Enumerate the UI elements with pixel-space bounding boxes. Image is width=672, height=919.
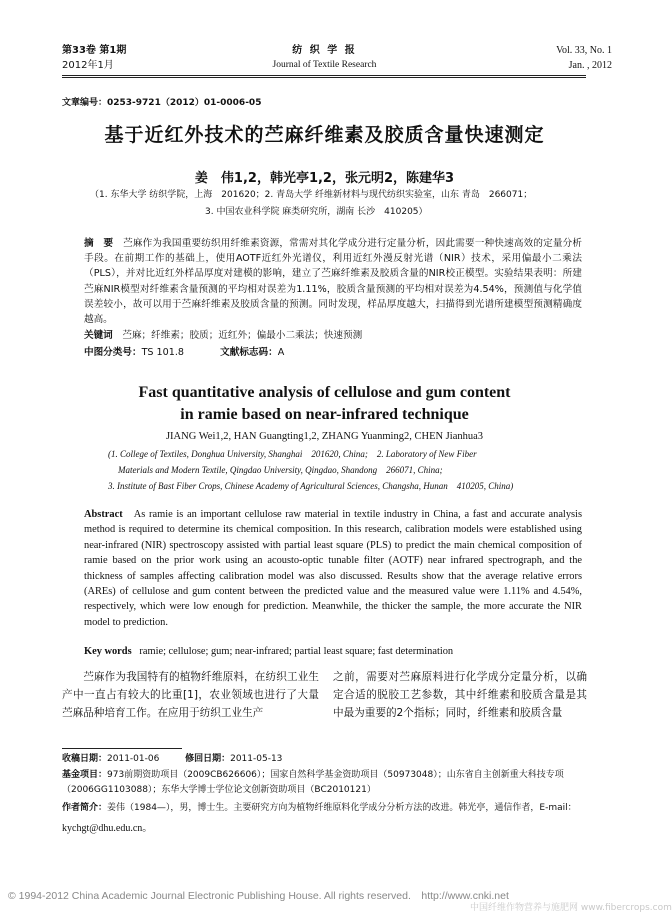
copyright-line: © 1994-2012 China Academic Journal Electronic Publishing House. All rights reserved. http://www.cnki.net bbox=[8, 890, 509, 902]
keywords-en bbox=[84, 644, 582, 659]
affiliation-en-1: (1. College of Textiles, Donghua University, Shanghai 201620, China; 2. Laboratory of New Fiber bbox=[108, 449, 477, 459]
abstract-en bbox=[84, 507, 582, 630]
journal-name-cn: 纺 织 学 报 bbox=[292, 45, 357, 56]
authors-en: JIANG Wei1,2, HAN Guangting1,2, ZHANG Yuanming2, CHEN Jianhua3 bbox=[165, 431, 484, 442]
header-rule bbox=[62, 75, 586, 76]
clc-label: 中图分类号： bbox=[84, 347, 142, 358]
keywords-en-label: Key words bbox=[84, 646, 132, 657]
authors-cn: 姜 伟1,2，韩光亭1,2，张元明2，陈建华3 bbox=[194, 171, 455, 186]
doc-code-label: 文献标志码： bbox=[220, 347, 278, 358]
fund-text: 973前期资助项目（2009CB626606）；国家自然科学基金资助项目（50973048）；山东省自主创新重大科技专项（2006GG1103088）；东华大学博士学位论文创新资助项目（BC2010121） bbox=[62, 770, 564, 795]
date-en: Jan. , 2012 bbox=[568, 60, 612, 71]
keywords-cn-label: 关键词 bbox=[84, 330, 113, 341]
clc-value: TS 101.8 bbox=[141, 347, 185, 358]
title-en-line-2: in ramie based on near-infrared technique bbox=[180, 406, 469, 423]
volume-issue-en: Vol. 33, No. 1 bbox=[556, 45, 612, 56]
volume-issue-cn: 第33卷 第1期 bbox=[62, 45, 127, 56]
footnote-author bbox=[62, 801, 587, 816]
abstract-cn-label: 摘 要 bbox=[84, 238, 114, 249]
footnote-fund bbox=[62, 768, 587, 798]
title-en-line-1: Fast quantitative analysis of cellulose and gum content bbox=[138, 384, 511, 401]
author-label: 作者简介： bbox=[62, 803, 108, 813]
received-date: 2011-01-06 bbox=[107, 754, 160, 764]
classification bbox=[84, 345, 384, 360]
body-column-left: 苎麻作为我国特有的植物纤维原料，在纺织工业生产中一直占有较大的比重[1]，农业领域也进行了大量苎麻品种培育工作。在应用于纺织工业生产 bbox=[62, 671, 319, 719]
keywords-cn bbox=[84, 328, 582, 343]
abstract-en-text: As ramie is an important cellulose raw material in textile industry in China, a fast and accurate analysis method is required to determine its chemical composition. In this research, calibration models were established using near-infrared (NIR) spectroscopy assisted with partial least square (PLS) to predict the main chemical composition of ramie based on the prior work using an acousto-optic tunable filter (AOTF) near infrared spectrograph, and the thickness of samples affecting calibration model was also discussed. Results show that the average relative errors (AREs) of cellulose and gum content between the predicted value and the measured value were 1.11% and 4.54%, respectively, which were low enough for prediction. Meanwhile, the thicker the sample, the more accurate the NIR model to prediction. bbox=[84, 509, 582, 628]
footnote-dates bbox=[62, 752, 587, 767]
watermark: 中国纤维作物营养与施肥网 www.fibercrops.com bbox=[470, 903, 672, 913]
doc-code-value: A bbox=[277, 347, 285, 358]
keywords-cn-text: 苎麻；纤维素；胶质；近红外；偏最小二乘法；快速预测 bbox=[122, 330, 363, 341]
header-rule-thin bbox=[62, 77, 586, 78]
author-email: kychgt@dhu.edu.cn。 bbox=[62, 823, 153, 834]
affiliation-en-2: Materials and Modern Textile, Qingdao University, Qingdao, Shandong 266071, China; bbox=[118, 465, 443, 475]
keywords-en-text: ramie; cellulose; gum; near-infrared; partial least square; fast determination bbox=[139, 646, 454, 657]
abstract-cn bbox=[84, 236, 582, 327]
received-label: 收稿日期： bbox=[62, 754, 108, 764]
revised-label: 修回日期： bbox=[185, 754, 231, 764]
journal-name-en: Journal of Textile Research bbox=[272, 60, 377, 70]
body-column-right: 之前，需要对苎麻原料进行化学成分定量分析，以确定合适的脱胶工艺参数，其中纤维素和胶质含量是其中最为重要的2个指标；同时，纤维素和胶质含量 bbox=[333, 671, 587, 719]
abstract-en-label: Abstract bbox=[84, 509, 123, 520]
fund-label: 基金项目： bbox=[62, 770, 108, 780]
abstract-cn-text: 苎麻作为我国重要纺织用纤维素资源，常需对其化学成分进行定量分析，因此需要一种快速高效的定量分析手段。在前期工作的基础上，使用AOTF近红外光谱仪，利用近红外漫反射光谱（NIR）技术，采用偏最小二乘法（PLS），并对比近红外样品厚度对建模的影响，建立了苎麻纤维素及胶质含量的NIR校正模型。实验结果表明：所建苎麻NIR模型对纤维素含量预测的平均相对误差为1.11%，胶质含量预测的平均相对误差为4.54%，预测值与化学值误差较小，故可以用于苎麻纤维素及胶质含量的预测。同时发现，样品厚度越大，扫描得到光谱所建模型预测精确度越高。 bbox=[84, 238, 583, 326]
affiliation-en-3: 3. Institute of Bast Fiber Crops, Chinese Academy of Agricultural Sciences, Changsha, Hunan 410205, China) bbox=[108, 481, 514, 491]
revised-date: 2011-05-13 bbox=[230, 754, 283, 764]
author-text: 姜伟（1984—），男，博士生。主要研究方向为植物纤维原料化学成分分析方法的改进。韩光亭，通信作者，E-mail： bbox=[107, 803, 577, 813]
article-id: 文章编号：0253-9721（2012）01-0006-05 bbox=[62, 98, 262, 108]
footnote-rule bbox=[62, 748, 182, 749]
affiliation-cn-2: 3. 中国农业科学院 麻类研究所，湖南 长沙 410205） bbox=[205, 207, 428, 217]
date-cn: 2012年1月 bbox=[62, 60, 114, 71]
affiliation-cn-1: （1. 东华大学 纺织学院，上海 201620；2. 青岛大学 纤维新材料与现代纺织实验室，山东 青岛 266071； bbox=[90, 190, 533, 200]
title-cn: 基于近红外技术的苎麻纤维素及胶质含量快速测定 bbox=[104, 124, 545, 146]
